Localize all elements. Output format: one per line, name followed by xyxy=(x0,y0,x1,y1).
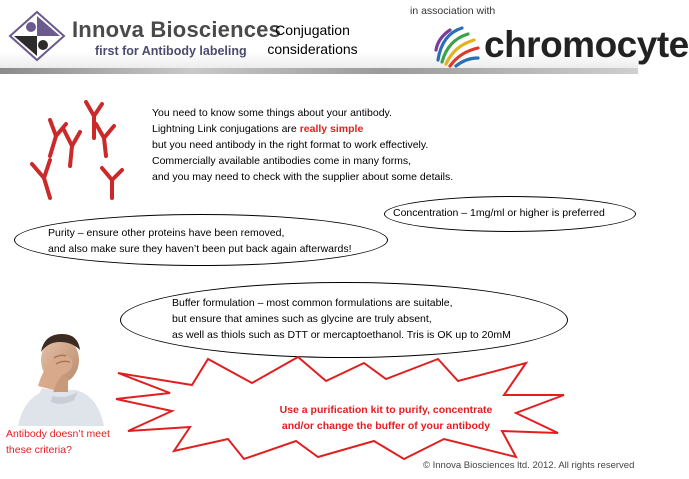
title-line: considerations xyxy=(267,41,358,57)
buffer-line: Buffer formulation – most common formulations are suitable, xyxy=(172,297,453,309)
antibody-icon xyxy=(32,160,50,198)
buffer-line: but ensure that amines such as glycine are truly absent, xyxy=(172,313,432,325)
page-title xyxy=(255,21,370,59)
question-line: Antibody doesn’t meet xyxy=(6,428,110,440)
antibody-icon xyxy=(50,120,66,156)
antibody-icon xyxy=(64,130,80,166)
purity-line: and also make sure they haven’t been put back again afterwards! xyxy=(48,243,352,255)
question-line: these criteria? xyxy=(6,444,72,456)
buffer-text xyxy=(172,295,511,343)
concentration-text: Concentration – 1mg/ml or higher is preferred xyxy=(393,207,605,219)
intro-line: You need to know some things about your antibody. xyxy=(152,107,392,119)
purity-text xyxy=(48,225,352,257)
antibody-icon xyxy=(96,124,114,156)
chromocyte-logo-icon xyxy=(432,20,482,68)
frustrated-person-image xyxy=(14,330,106,426)
intro-line: Commercially available antibodies come in many forms, xyxy=(152,155,412,167)
intro-highlight: really simple xyxy=(299,123,364,135)
logo-name: Innova Biosciences xyxy=(72,17,282,42)
intro-text xyxy=(152,105,453,185)
intro-line: and you may need to check with the supplier about some details. xyxy=(152,171,454,183)
association-label: in association with xyxy=(410,5,496,17)
intro-line xyxy=(152,121,453,137)
header-divider xyxy=(0,68,638,74)
logo-tagline: first for Antibody labeling xyxy=(95,44,247,58)
criteria-question xyxy=(6,426,110,458)
partner-name: chromocyte xyxy=(484,24,689,65)
callout-line: and/or change the buffer of your antibody xyxy=(281,420,491,432)
antibody-icon xyxy=(102,168,122,198)
purity-line: Purity – ensure other proteins have been removed, xyxy=(48,227,285,239)
callout-line: Use a purification kit to purify, concentrate xyxy=(279,404,493,416)
callout-action xyxy=(266,402,506,434)
buffer-line: as well as thiols such as DTT or mercaptoethanol. Tris is OK up to 20mM xyxy=(172,329,511,341)
intro-line: but you need antibody in the right format to work effectively. xyxy=(152,139,429,151)
innova-logo-icon xyxy=(8,10,66,62)
intro-line-prefix: Lightning Link conjugations are xyxy=(152,123,300,135)
antibody-icons xyxy=(20,98,140,208)
copyright-footer: © Innova Biosciences ltd. 2012. All rights reserved xyxy=(423,460,635,471)
title-line: Conjugation xyxy=(275,22,350,38)
